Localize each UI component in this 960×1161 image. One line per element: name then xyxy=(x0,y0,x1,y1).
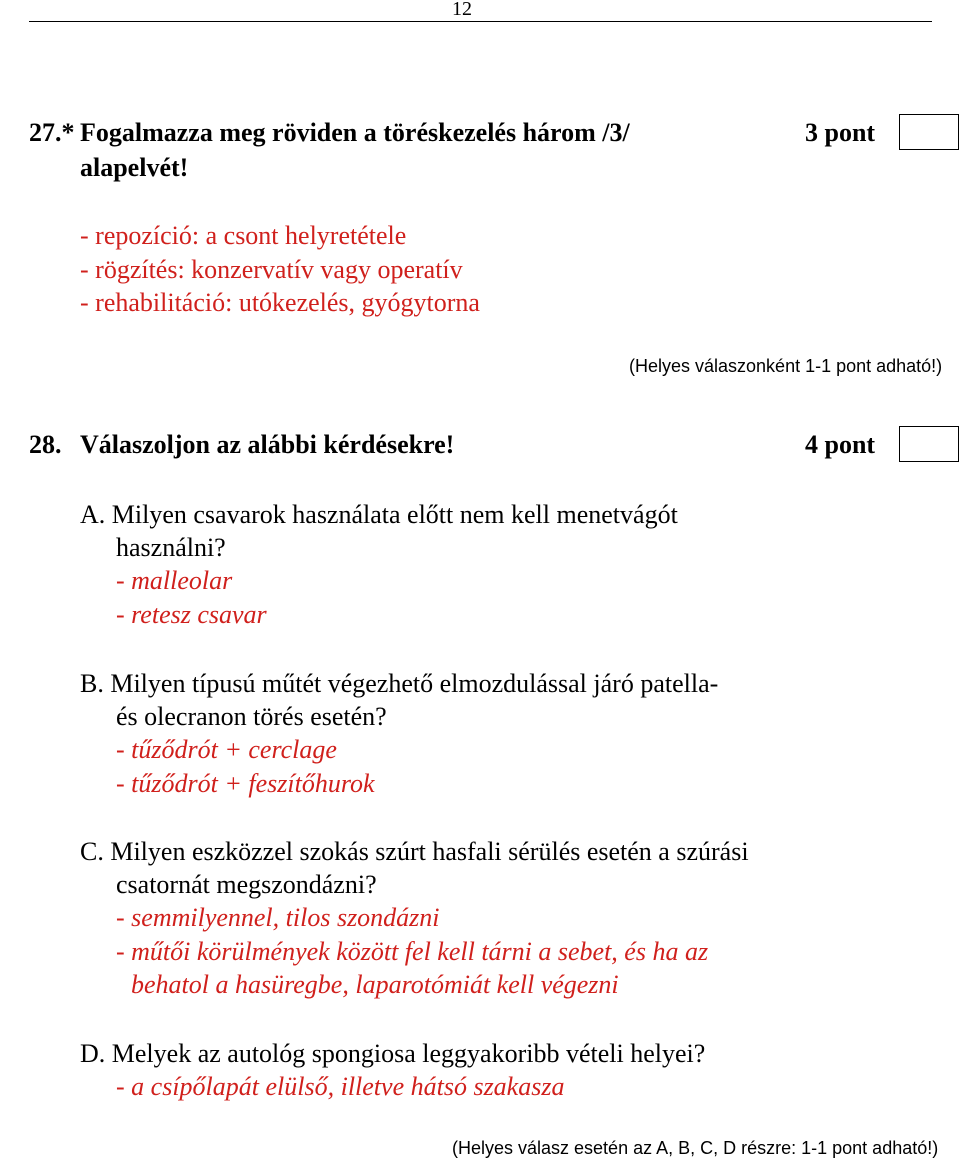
q27-answer-1: - repozíció: a csont helyretétele xyxy=(80,221,407,250)
q27-answer-2: - rögzítés: konzervatív vagy operatív xyxy=(80,255,463,284)
q27-number: 27.* xyxy=(29,118,75,147)
header-rule xyxy=(29,21,932,22)
q28-b-line1: B. Milyen típusú műtét végezhető elmozdulással járó patella- xyxy=(80,669,719,698)
q27-score-box[interactable] xyxy=(899,114,959,150)
q28-points: 4 pont xyxy=(805,430,876,459)
q28-a-answer-1: - malleolar xyxy=(116,566,233,595)
q28-c-answer-2: - műtői körülmények között fel kell tárni a sebet, és ha az xyxy=(116,937,709,966)
q28-a-answer-2: - retesz csavar xyxy=(116,600,267,629)
q28-a-line2: használni? xyxy=(116,533,226,562)
q27-text-line1: Fogalmazza meg röviden a töréskezelés három /3/ xyxy=(80,118,630,147)
q28-d-line1: D. Melyek az autológ spongiosa leggyakoribb vételi helyei? xyxy=(80,1039,706,1068)
q27-scoring-note: (Helyes válaszonként 1-1 pont adható!) xyxy=(629,356,943,376)
q28-scoring-note: (Helyes válasz esetén az A, B, C, D részre: 1-1 pont adható!) xyxy=(452,1138,939,1158)
q27-answer-3: - rehabilitáció: utókezelés, gyógytorna xyxy=(80,288,480,317)
q28-c-line2: csatornát megszondázni? xyxy=(116,870,377,899)
q28-b-line2: és olecranon törés esetén? xyxy=(116,702,387,731)
q28-c-answer-1: - semmilyennel, tilos szondázni xyxy=(116,903,440,932)
q28-number: 28. xyxy=(29,430,62,459)
q28-b-answer-2: - tűződrót + feszítőhurok xyxy=(116,769,375,798)
q27-text-line2: alapelvét! xyxy=(80,153,189,182)
q28-a-line1: A. Milyen csavarok használata előtt nem kell menetvágót xyxy=(80,500,678,529)
page-number: 12 xyxy=(452,0,472,20)
q27-points: 3 pont xyxy=(805,118,876,147)
q28-c-line1: C. Milyen eszközzel szokás szúrt hasfali sérülés esetén a szúrási xyxy=(80,837,749,866)
q28-text: Válaszoljon az alábbi kérdésekre! xyxy=(80,430,455,459)
q28-d-answer-1: - a csípőlapát elülső, illetve hátsó szakasza xyxy=(116,1072,565,1101)
q28-b-answer-1: - tűződrót + cerclage xyxy=(116,735,337,764)
q28-score-box[interactable] xyxy=(899,426,959,462)
q28-c-answer-3: behatol a hasüregbe, laparotómiát kell végezni xyxy=(131,970,619,999)
